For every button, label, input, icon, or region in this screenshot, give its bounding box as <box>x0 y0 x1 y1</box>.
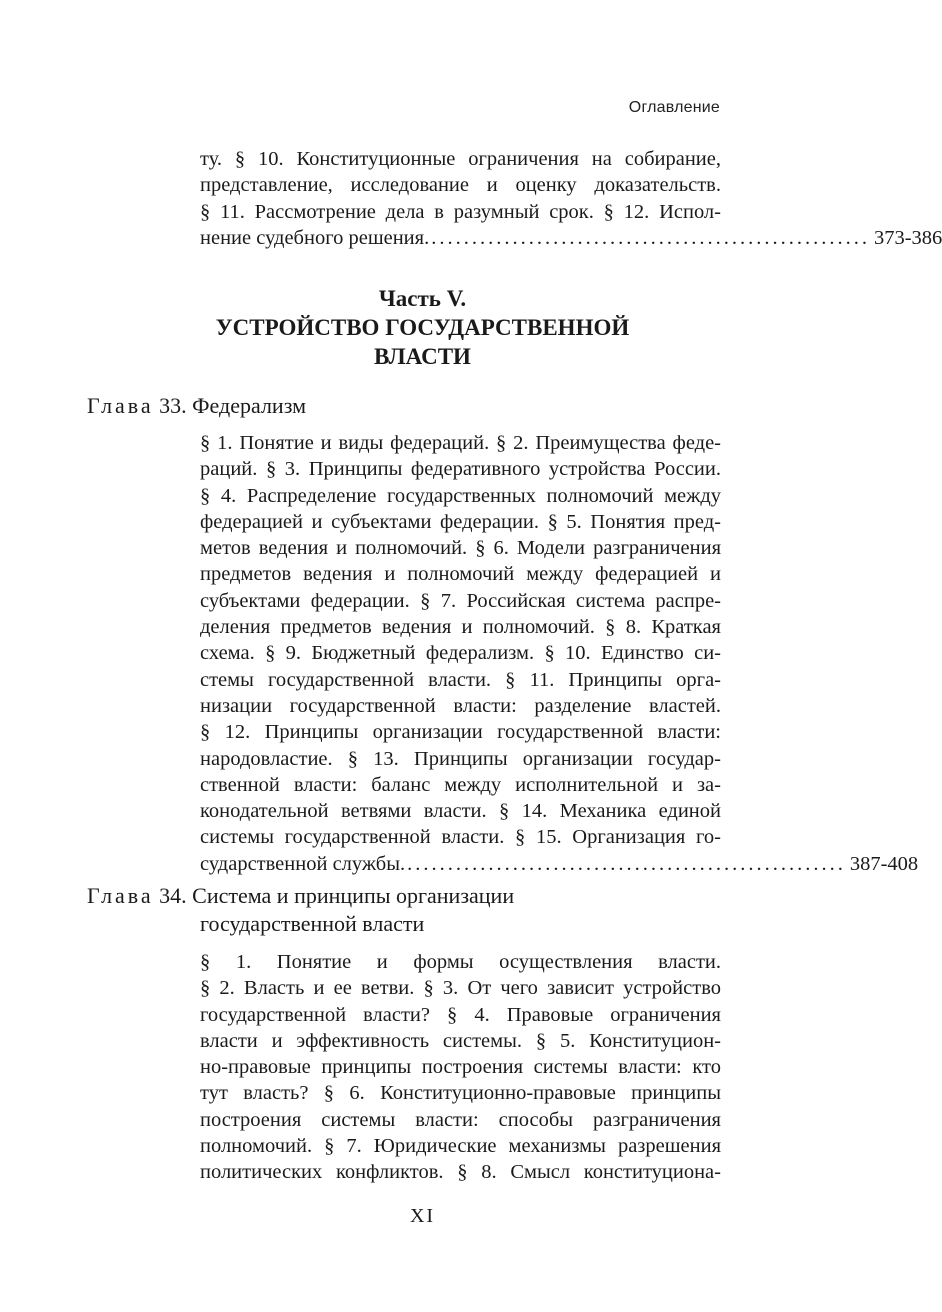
chapter-34-contents <box>200 949 721 1186</box>
running-header: Оглавление <box>628 99 720 116</box>
part-heading <box>0 284 845 371</box>
chapter-label: Глава <box>87 393 154 418</box>
toc-text-line: построения системы власти: способы разграничения <box>200 1108 721 1131</box>
toc-entry-continuation <box>200 146 942 251</box>
chapter-34-heading <box>87 882 514 938</box>
dot-leaders: ...................................................... <box>407 852 846 875</box>
chapter-title-continuation: государственной власти <box>200 911 425 936</box>
toc-text-line: представление, исследование и оценку доказательств. <box>200 174 721 197</box>
page-range: 373-386 <box>873 226 942 249</box>
dot-leaders: ...................................................... <box>431 226 870 249</box>
chapter-33-heading <box>87 392 306 420</box>
toc-text-line: § 1. Понятие и формы осуществления власти. <box>200 951 721 973</box>
toc-text-line: § 11. Рассмотрение дела в разумный срок. § 12. Испол- <box>200 200 721 223</box>
part-title-line: ВЛАСТИ <box>374 344 471 369</box>
toc-text-line: нение судебного решения. <box>200 226 430 249</box>
toc-last-line <box>200 851 919 877</box>
toc-text-line: раций. § 3. Принципы федеративного устройства России. <box>200 458 721 481</box>
toc-text-line: но-правовые принципы построения системы власти: кто <box>200 1056 721 1079</box>
chapter-title: 33. Федерализм <box>153 393 306 418</box>
chapter-title: 34. Система и принципы организации <box>153 883 515 908</box>
toc-text-line: предметов ведения и полномочий между федерацией и <box>200 563 721 586</box>
toc-text-line: народовластие. § 13. Принципы организации государ- <box>200 747 721 770</box>
chapter-label: Глава <box>87 883 154 908</box>
toc-text-line: политических конфликтов. § 8. Смысл конституциона- <box>200 1161 721 1184</box>
toc-text-line: ту. § 10. Конституционные ограничения на собирание, <box>200 148 721 170</box>
toc-text-line: метов ведения и полномочий. § 6. Модели разграничения <box>200 537 721 560</box>
toc-text-line: низации государственной власти: разделение властей. <box>200 694 721 717</box>
page-number: XI <box>409 1205 436 1227</box>
page-range: 387-408 <box>849 852 919 875</box>
toc-text-line: власти и эффективность системы. § 5. Конституцион- <box>200 1029 721 1052</box>
toc-text-line: сударственной службы. <box>200 852 406 875</box>
toc-text-line: § 12. Принципы организации государственной власти: <box>200 721 721 744</box>
toc-text-line: деления предметов ведения и полномочий. § 8. Краткая <box>200 616 721 639</box>
toc-text-line: федерацией и субъектами федерации. § 5. Понятия пред- <box>200 510 721 533</box>
toc-text-line: § 2. Власть и ее ветви. § 3. От чего зависит устройство <box>200 977 721 1000</box>
toc-text-line: субъектами федерации. § 7. Российская система распре- <box>200 589 721 612</box>
toc-text-line: ственной власти: баланс между исполнительной и за- <box>200 773 721 796</box>
toc-text-line: § 4. Распределение государственных полномочий между <box>200 484 721 507</box>
toc-text-line: государственной власти? § 4. Правовые ограничения <box>200 1003 721 1026</box>
toc-text-line: полномочий. § 7. Юридические механизмы разрешения <box>200 1135 721 1158</box>
toc-text-line: § 1. Понятие и виды федераций. § 2. Преимущества феде- <box>200 432 721 454</box>
toc-text-line: тут власть? § 6. Конституционно-правовые принципы <box>200 1082 721 1105</box>
part-number: Часть V. <box>378 286 467 311</box>
toc-text-line: конодательной ветвями власти. § 14. Механика единой <box>200 800 721 823</box>
part-title-line: УСТРОЙСТВО ГОСУДАРСТВЕННОЙ <box>215 315 630 340</box>
toc-text-line: стемы государственной власти. § 11. Принципы орга- <box>200 668 721 691</box>
toc-last-line <box>200 225 942 251</box>
chapter-33-contents <box>200 430 919 877</box>
toc-text-line: схема. § 9. Бюджетный федерализм. § 10. Единство си- <box>200 642 721 665</box>
toc-text-line: системы государственной власти. § 15. Организация го- <box>200 826 721 849</box>
